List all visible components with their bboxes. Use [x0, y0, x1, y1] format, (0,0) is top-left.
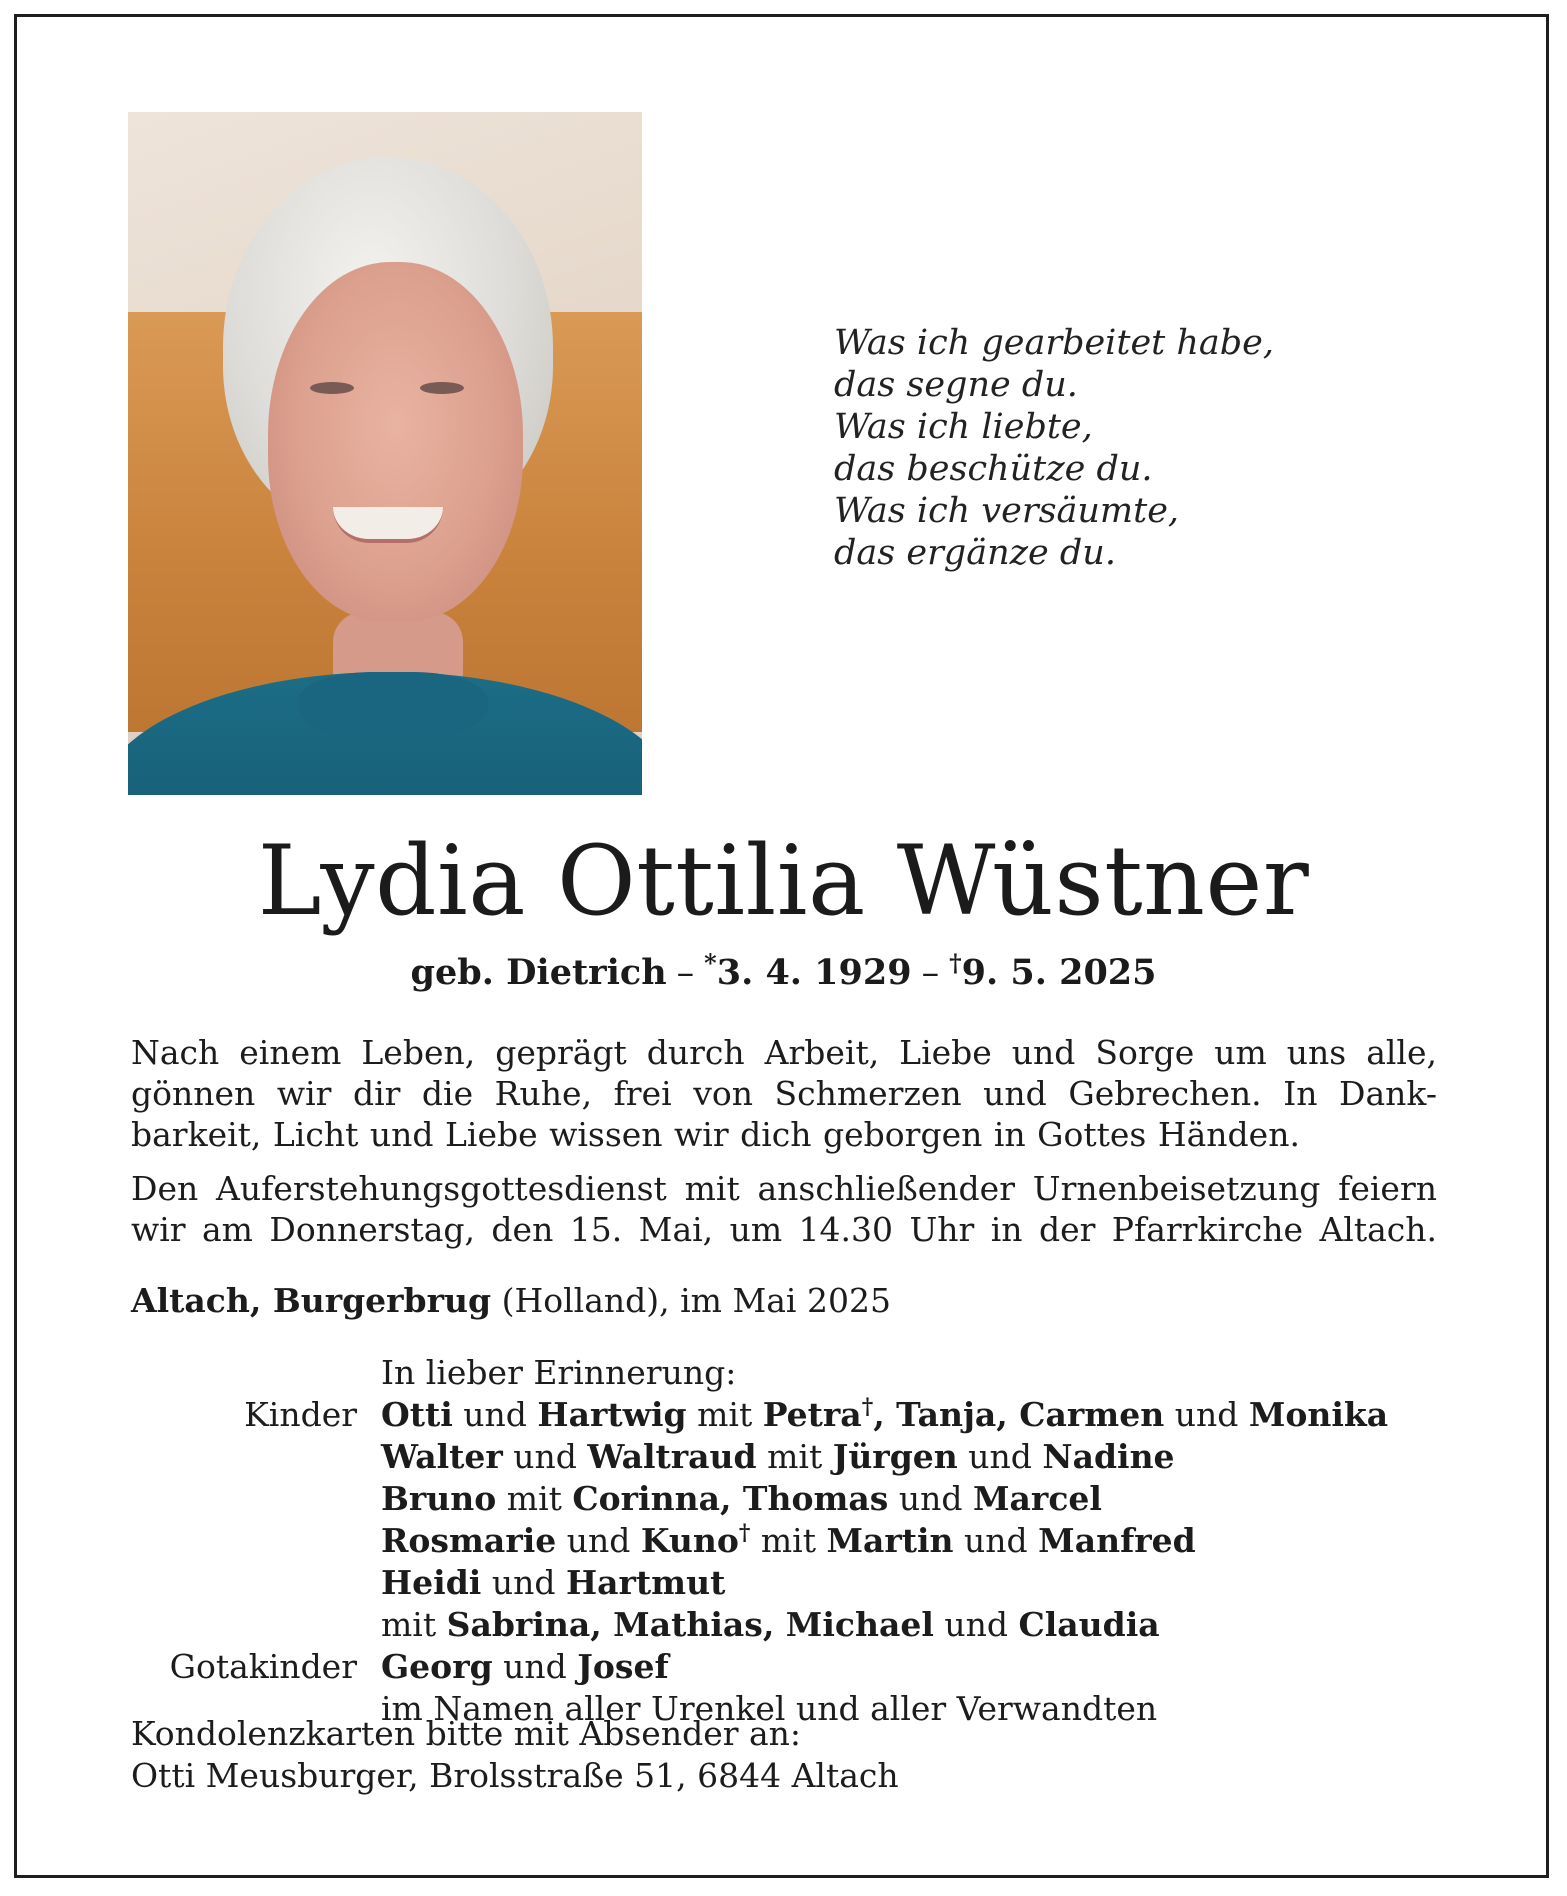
family-name: Manfred	[1038, 1521, 1196, 1560]
family-name: Otti	[381, 1395, 453, 1434]
condolence-line: Kondolenzkarten bitte mit Absender an:	[131, 1714, 802, 1753]
family-name: Hartwig	[537, 1395, 687, 1434]
place-date-line	[131, 1280, 891, 1321]
memorial-paragraph	[131, 1032, 1437, 1155]
family-line	[381, 1604, 1160, 1646]
deceased-cross-icon: †	[861, 1394, 874, 1420]
family-name: Hartmut	[565, 1563, 726, 1602]
maiden-name: geb. Dietrich	[410, 952, 667, 993]
family-name: Heidi	[381, 1563, 482, 1602]
family-name: Bruno	[381, 1479, 497, 1518]
life-dates	[0, 950, 1567, 996]
family-conj: und	[503, 1647, 567, 1686]
verse-line: Was ich gearbeitet habe,	[834, 323, 1274, 363]
birth-date: 3. 4. 1929	[716, 952, 912, 993]
label-children: Kinder	[244, 1395, 357, 1434]
portrait-face	[268, 262, 523, 622]
family-conj: und	[491, 1563, 556, 1602]
family-row	[0, 1478, 1567, 1520]
paragraph-line: wir am Donnerstag, den 15. Mai, um 14.30 Uhr in der Pfarrkirche Altach.	[131, 1210, 1437, 1249]
label-godchildren: Gotakinder	[169, 1647, 357, 1686]
family-row	[0, 1436, 1567, 1478]
family-name: Petra	[762, 1395, 862, 1434]
family-name: Claudia	[1018, 1605, 1160, 1644]
family-name: Waltraud	[587, 1437, 757, 1476]
family-closing: im Namen aller Urenkel und aller Verwandten	[381, 1689, 1158, 1728]
family-row	[0, 1520, 1567, 1562]
paragraph-line: Den Auferstehungsgottesdienst mit anschließender Urnenbeisetzung feiern	[131, 1169, 1437, 1208]
family-list	[0, 1352, 1567, 1730]
verse-line: das segne du.	[834, 365, 1078, 405]
family-name: Nadine	[1042, 1437, 1175, 1476]
family-conj: und	[944, 1605, 1008, 1644]
family-row	[0, 1352, 1567, 1394]
family-conj: mit	[381, 1605, 437, 1644]
family-name: Corinna, Thomas	[572, 1479, 889, 1518]
family-conj: und	[463, 1395, 527, 1434]
family-name: Georg	[381, 1647, 493, 1686]
dash: –	[921, 953, 940, 993]
family-conj: und	[566, 1521, 631, 1560]
place-names: Altach, Burgerbrug	[131, 1281, 492, 1320]
family-conj: und	[968, 1437, 1032, 1476]
family-name: Rosmarie	[381, 1521, 557, 1560]
family-row	[0, 1646, 1567, 1688]
family-conj: mit	[760, 1521, 816, 1560]
paragraph-line: barkeit, Licht und Liebe wissen wir dich geborgen in Gottes Händen.	[131, 1115, 1300, 1154]
deceased-cross-icon: †	[738, 1520, 751, 1546]
paragraph-line: gönnen wir dir die Ruhe, frei von Schmerzen und Gebrechen. In Dank-	[131, 1074, 1437, 1113]
family-row	[0, 1394, 1567, 1436]
place-rest: (Holland), im Mai 2025	[501, 1281, 891, 1320]
family-name: Josef	[577, 1647, 669, 1686]
family-conj: mit	[697, 1395, 753, 1434]
family-conj: und	[898, 1479, 963, 1518]
family-conj: und	[964, 1521, 1028, 1560]
portrait-collar	[298, 672, 488, 742]
family-line	[381, 1520, 1196, 1562]
family-name: Sabrina, Mathias, Michael	[446, 1605, 934, 1644]
family-name: Jürgen	[832, 1437, 958, 1476]
family-conj: und	[513, 1437, 577, 1476]
verse-line: das ergänze du.	[834, 533, 1116, 573]
family-conj: mit	[767, 1437, 823, 1476]
death-date: 9. 5. 2025	[961, 952, 1157, 993]
verse-line: Was ich liebte,	[834, 407, 1093, 447]
family-line	[381, 1646, 669, 1688]
condolence-address	[131, 1713, 899, 1797]
service-paragraph	[131, 1168, 1437, 1250]
family-name: Monika	[1248, 1395, 1389, 1434]
family-name: Walter	[381, 1437, 503, 1476]
family-line	[381, 1436, 1175, 1478]
family-line	[381, 1478, 1102, 1520]
condolence-line: Otti Meusburger, Brolsstraße 51, 6844 Altach	[131, 1756, 899, 1795]
dash: –	[676, 953, 695, 993]
birth-star-icon: *	[704, 948, 717, 978]
verse	[834, 322, 1274, 574]
family-conj: mit	[506, 1479, 562, 1518]
family-row	[0, 1604, 1567, 1646]
portrait-eye-left	[310, 382, 354, 394]
death-cross-icon: †	[949, 948, 962, 978]
family-line	[381, 1394, 1388, 1436]
family-row	[0, 1562, 1567, 1604]
family-name: Marcel	[973, 1479, 1102, 1518]
verse-line: Was ich versäumte,	[834, 491, 1180, 531]
family-intro: In lieber Erinnerung:	[381, 1353, 737, 1392]
verse-line: das beschütze du.	[834, 449, 1153, 489]
paragraph-line: Nach einem Leben, geprägt durch Arbeit, Liebe und Sorge um uns alle,	[131, 1033, 1437, 1072]
family-name: Kuno	[640, 1521, 739, 1560]
portrait-photo	[128, 112, 642, 795]
deceased-name: Lydia Ottilia Wüstner	[257, 825, 1310, 937]
family-name: Martin	[826, 1521, 954, 1560]
family-conj: und	[1174, 1395, 1239, 1434]
family-line	[381, 1562, 725, 1604]
portrait-eye-right	[420, 382, 464, 394]
family-name: , Tanja, Carmen	[873, 1395, 1165, 1434]
